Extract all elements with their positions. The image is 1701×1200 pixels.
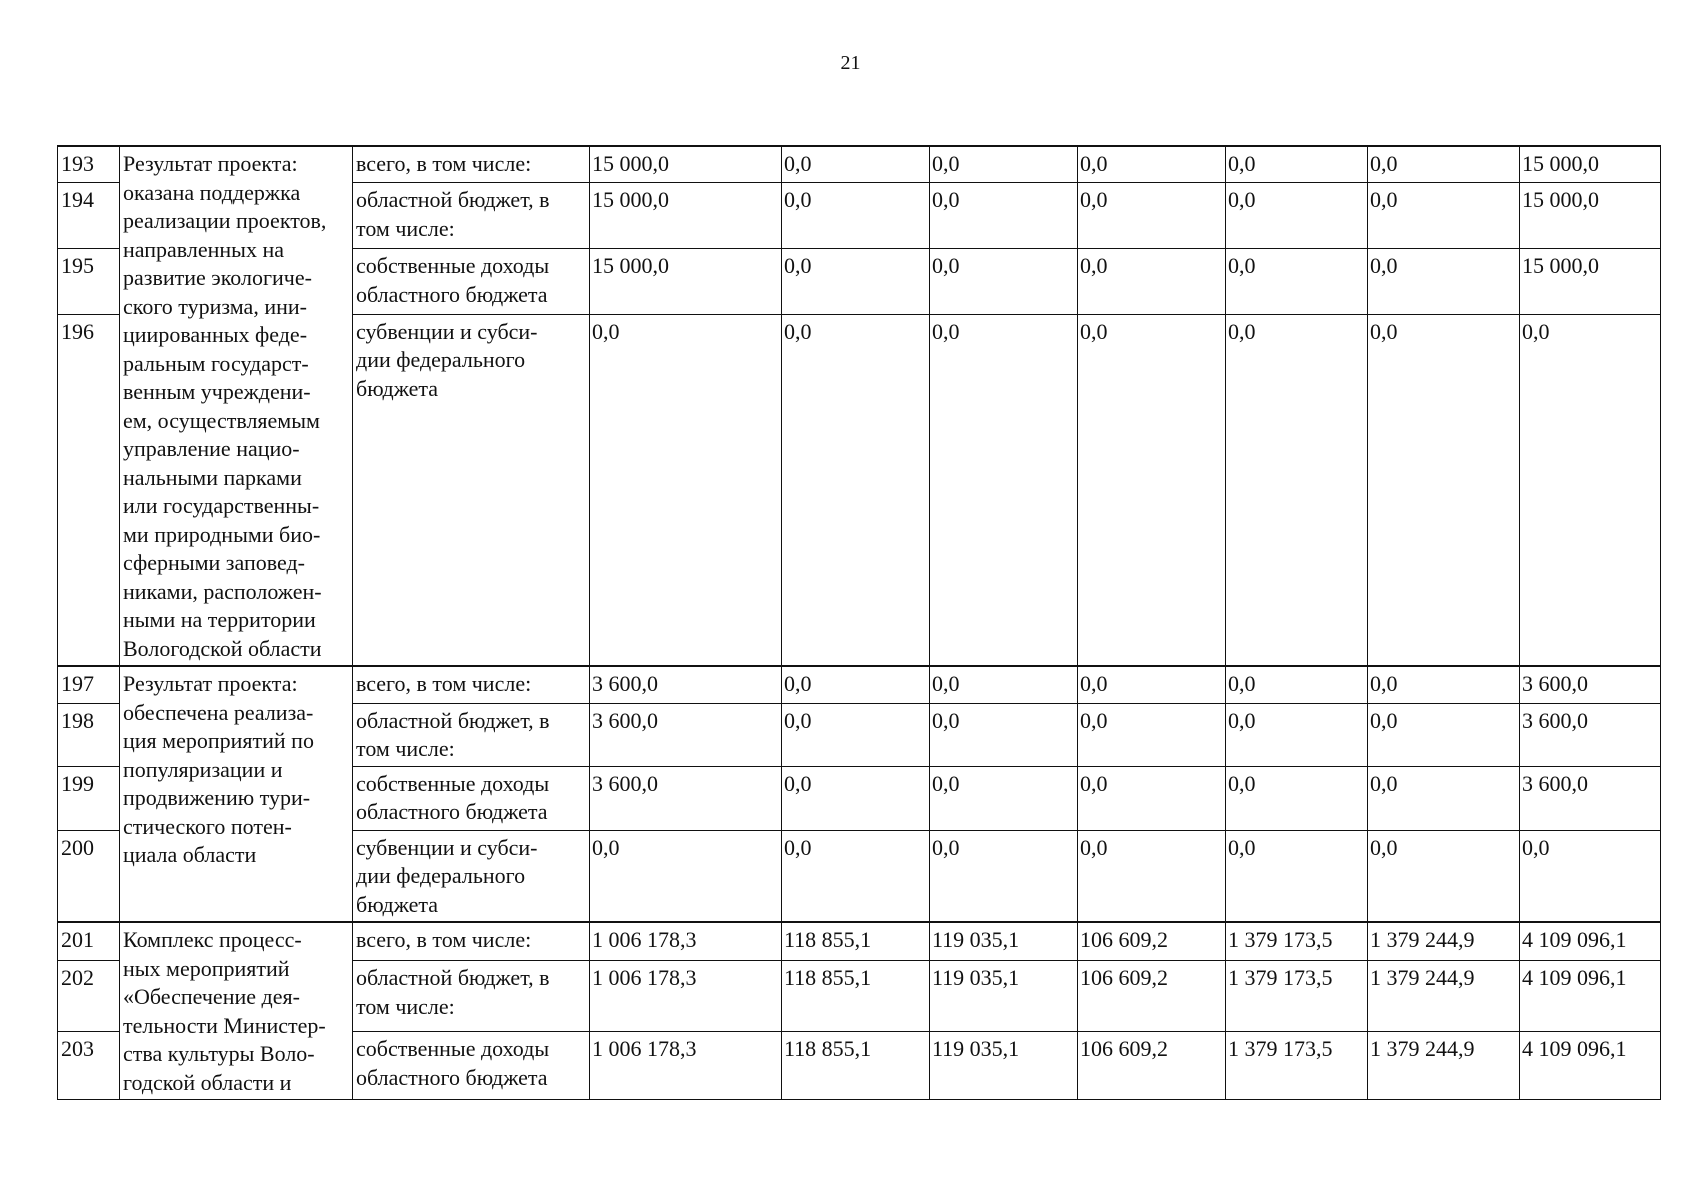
value-cell: 4 109 096,1 [1520, 922, 1661, 961]
object-cell: Результат проекта: обеспечена реализа- ция мероприятий по популяризации и продвижению тури- стического потен- циала области [120, 666, 353, 922]
value-cell: 1 006 178,3 [590, 961, 782, 1032]
value-cell: 0,0 [782, 703, 930, 766]
value-cell: 0,0 [930, 183, 1078, 249]
category-cell: всего, в том числе: [353, 922, 590, 961]
value-cell: 0,0 [1226, 666, 1368, 703]
row-number: 199 [58, 766, 120, 830]
value-cell: 0,0 [930, 766, 1078, 830]
value-cell: 0,0 [782, 146, 930, 183]
object-cell: Результат проекта: оказана поддержка реализации проектов, направленных на развитие экологиче- ского туризма, ини- циированных феде- ральным государст- венным учреждени- ем, осуществляемым управление нацио- нальными парками или государственны- ми природными био- сферными заповед- никами, расположен- ными на территории Вологодской области [120, 146, 353, 666]
value-cell: 0,0 [782, 666, 930, 703]
value-cell: 0,0 [1078, 146, 1226, 183]
value-cell: 0,0 [1078, 666, 1226, 703]
value-cell: 3 600,0 [1520, 766, 1661, 830]
value-cell: 0,0 [930, 703, 1078, 766]
value-cell: 3 600,0 [590, 666, 782, 703]
value-cell: 119 035,1 [930, 1032, 1078, 1100]
value-cell: 0,0 [1226, 183, 1368, 249]
value-cell: 0,0 [1368, 183, 1520, 249]
value-cell: 1 006 178,3 [590, 1032, 782, 1100]
value-cell: 119 035,1 [930, 961, 1078, 1032]
value-cell: 0,0 [930, 249, 1078, 315]
table-row [58, 922, 1661, 961]
value-cell: 0,0 [1078, 249, 1226, 315]
value-cell: 15 000,0 [590, 183, 782, 249]
category-cell: областной бюджет, в том числе: [353, 703, 590, 766]
value-cell: 0,0 [1078, 766, 1226, 830]
value-cell: 118 855,1 [782, 922, 930, 961]
value-cell: 0,0 [1368, 314, 1520, 666]
value-cell: 0,0 [1226, 766, 1368, 830]
row-number: 203 [58, 1032, 120, 1100]
value-cell: 1 379 173,5 [1226, 1032, 1368, 1100]
category-cell: областной бюджет, в том числе: [353, 183, 590, 249]
value-cell: 3 600,0 [590, 703, 782, 766]
row-number: 202 [58, 961, 120, 1032]
value-cell: 4 109 096,1 [1520, 1032, 1661, 1100]
value-cell: 1 379 244,9 [1368, 961, 1520, 1032]
value-cell: 106 609,2 [1078, 961, 1226, 1032]
category-cell: субвенции и субси- дии федерального бюджета [353, 314, 590, 666]
row-number: 195 [58, 249, 120, 315]
value-cell: 0,0 [1368, 766, 1520, 830]
value-cell: 0,0 [1226, 249, 1368, 315]
budget-table [57, 145, 1661, 1100]
value-cell: 118 855,1 [782, 1032, 930, 1100]
value-cell: 1 379 173,5 [1226, 922, 1368, 961]
value-cell: 1 379 173,5 [1226, 961, 1368, 1032]
value-cell: 0,0 [930, 666, 1078, 703]
value-cell: 0,0 [1078, 703, 1226, 766]
value-cell: 1 006 178,3 [590, 922, 782, 961]
value-cell: 0,0 [1368, 249, 1520, 315]
category-cell: собственные доходы областного бюджета [353, 766, 590, 830]
value-cell: 4 109 096,1 [1520, 961, 1661, 1032]
value-cell: 0,0 [590, 830, 782, 922]
category-cell: субвенции и субси- дии федерального бюджета [353, 830, 590, 922]
value-cell: 0,0 [1226, 314, 1368, 666]
value-cell: 15 000,0 [590, 249, 782, 315]
value-cell: 0,0 [1078, 183, 1226, 249]
row-number: 197 [58, 666, 120, 703]
page-number: 21 [840, 52, 861, 74]
value-cell: 0,0 [1078, 830, 1226, 922]
value-cell: 0,0 [1078, 314, 1226, 666]
value-cell: 0,0 [590, 314, 782, 666]
value-cell: 0,0 [782, 766, 930, 830]
value-cell: 0,0 [1368, 146, 1520, 183]
value-cell: 0,0 [1368, 703, 1520, 766]
row-number: 193 [58, 146, 120, 183]
value-cell: 3 600,0 [1520, 666, 1661, 703]
value-cell: 3 600,0 [590, 766, 782, 830]
row-number: 198 [58, 703, 120, 766]
category-cell: областной бюджет, в том числе: [353, 961, 590, 1032]
row-number: 201 [58, 922, 120, 961]
category-cell: всего, в том числе: [353, 146, 590, 183]
value-cell: 0,0 [930, 314, 1078, 666]
row-number: 194 [58, 183, 120, 249]
value-cell: 0,0 [1368, 666, 1520, 703]
category-cell: собственные доходы областного бюджета [353, 249, 590, 315]
table-row [58, 666, 1661, 703]
value-cell: 0,0 [1520, 314, 1661, 666]
value-cell: 0,0 [1226, 703, 1368, 766]
value-cell: 15 000,0 [590, 146, 782, 183]
value-cell: 0,0 [1226, 146, 1368, 183]
value-cell: 0,0 [782, 314, 930, 666]
value-cell: 0,0 [1520, 830, 1661, 922]
value-cell: 119 035,1 [930, 922, 1078, 961]
value-cell: 106 609,2 [1078, 1032, 1226, 1100]
value-cell: 15 000,0 [1520, 183, 1661, 249]
value-cell: 1 379 244,9 [1368, 922, 1520, 961]
value-cell: 118 855,1 [782, 961, 930, 1032]
object-cell: Комплекс процесс- ных мероприятий «Обеспечение дея- тельности Министер- ства культуры Воло- годской области и [120, 922, 353, 1100]
row-number: 200 [58, 830, 120, 922]
value-cell: 0,0 [930, 146, 1078, 183]
table-row [58, 146, 1661, 183]
value-cell: 0,0 [930, 830, 1078, 922]
value-cell: 0,0 [1226, 830, 1368, 922]
value-cell: 0,0 [782, 830, 930, 922]
value-cell: 0,0 [782, 183, 930, 249]
value-cell: 1 379 244,9 [1368, 1032, 1520, 1100]
value-cell: 0,0 [782, 249, 930, 315]
category-cell: всего, в том числе: [353, 666, 590, 703]
value-cell: 3 600,0 [1520, 703, 1661, 766]
row-number: 196 [58, 314, 120, 666]
value-cell: 106 609,2 [1078, 922, 1226, 961]
value-cell: 0,0 [1368, 830, 1520, 922]
value-cell: 15 000,0 [1520, 146, 1661, 183]
value-cell: 15 000,0 [1520, 249, 1661, 315]
category-cell: собственные доходы областного бюджета [353, 1032, 590, 1100]
